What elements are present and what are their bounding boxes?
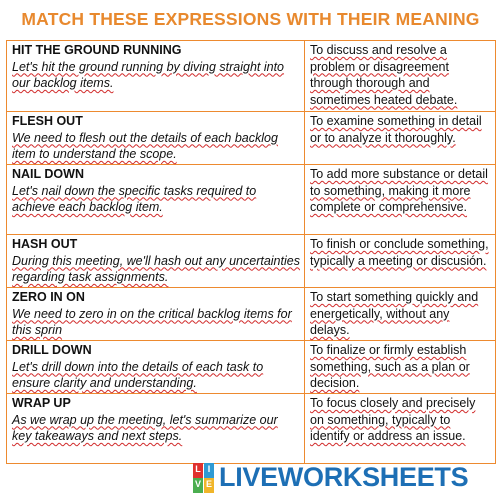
expression-label: FLESH OUT <box>12 114 83 128</box>
expression-cell <box>7 341 305 394</box>
meaning-text: To examine something in detail or to analyze it thoroughly. <box>310 114 482 145</box>
example-sentence: During this meeting, we'll hash out any uncertainties regarding task assignments. <box>12 253 300 284</box>
meaning-text: To finalize or firmly establish something, such as a plan or decision. <box>310 343 470 390</box>
expression-label: HASH OUT <box>12 237 78 251</box>
expression-cell <box>7 165 305 235</box>
expression-cell <box>7 288 305 341</box>
logo-letter: L <box>193 463 203 478</box>
meaning-cell <box>305 394 496 464</box>
meaning-cell <box>305 235 496 288</box>
expression-cell <box>7 112 305 165</box>
table-row <box>7 165 496 235</box>
table-row <box>7 41 496 112</box>
matching-table <box>6 40 496 464</box>
table-row <box>7 394 496 464</box>
expression-label: NAIL DOWN <box>12 167 84 181</box>
expression-label: HIT THE GROUND RUNNING <box>12 43 182 57</box>
expression-cell <box>7 41 305 112</box>
meaning-cell <box>305 112 496 165</box>
table-row <box>7 112 496 165</box>
expression-label: WRAP UP <box>12 396 71 410</box>
logo-letter: I <box>204 463 214 478</box>
meaning-text: To finish or conclude something, typically a meeting or discusión. <box>310 237 489 268</box>
meaning-text: To focus closely and precisely on something, typically to identify or address an issue. <box>310 396 476 443</box>
table-row <box>7 235 496 288</box>
logo-wordmark: LIVEWORKSHEETS <box>219 461 469 492</box>
meaning-cell <box>305 341 496 394</box>
example-sentence: Let's hit the ground running by diving straight into our backlog items. <box>12 59 285 90</box>
logo-letter: E <box>204 478 214 493</box>
meaning-text: To add more substance or detail to something, making it more complete or comprehensive. <box>310 167 488 214</box>
example-sentence: Let's drill down into the details of each task to ensure clarity and understanding. <box>12 359 264 390</box>
expression-cell <box>7 235 305 288</box>
meaning-text: To discuss and resolve a problem or disagreement through thorough and sometimes heated debate. <box>310 43 458 107</box>
meaning-cell <box>305 288 496 341</box>
example-sentence: We need to zero in on the critical backlog items for this sprin <box>12 306 292 337</box>
meaning-text: To start something quickly and energetically, without any delays. <box>310 290 479 337</box>
table-row <box>7 341 496 394</box>
worksheet-title: MATCH THESE EXPRESSIONS WITH THEIR MEANING <box>21 9 480 29</box>
example-sentence: Let's nail down the specific tasks required to achieve each backlog item. <box>12 183 257 214</box>
logo-mark-icon <box>193 463 215 491</box>
liveworksheets-logo <box>193 462 468 492</box>
expression-label: ZERO IN ON <box>12 290 85 304</box>
example-sentence: As we wrap up the meeting, let's summarize our key takeaways and next steps. <box>12 412 278 443</box>
example-sentence: We need to flesh out the details of each backlog item to understand the scope. <box>12 130 278 161</box>
meaning-cell <box>305 41 496 112</box>
expression-label: DRILL DOWN <box>12 343 92 357</box>
expression-cell <box>7 394 305 464</box>
meaning-cell <box>305 165 496 235</box>
logo-letter: V <box>193 478 203 493</box>
table-row <box>7 288 496 341</box>
